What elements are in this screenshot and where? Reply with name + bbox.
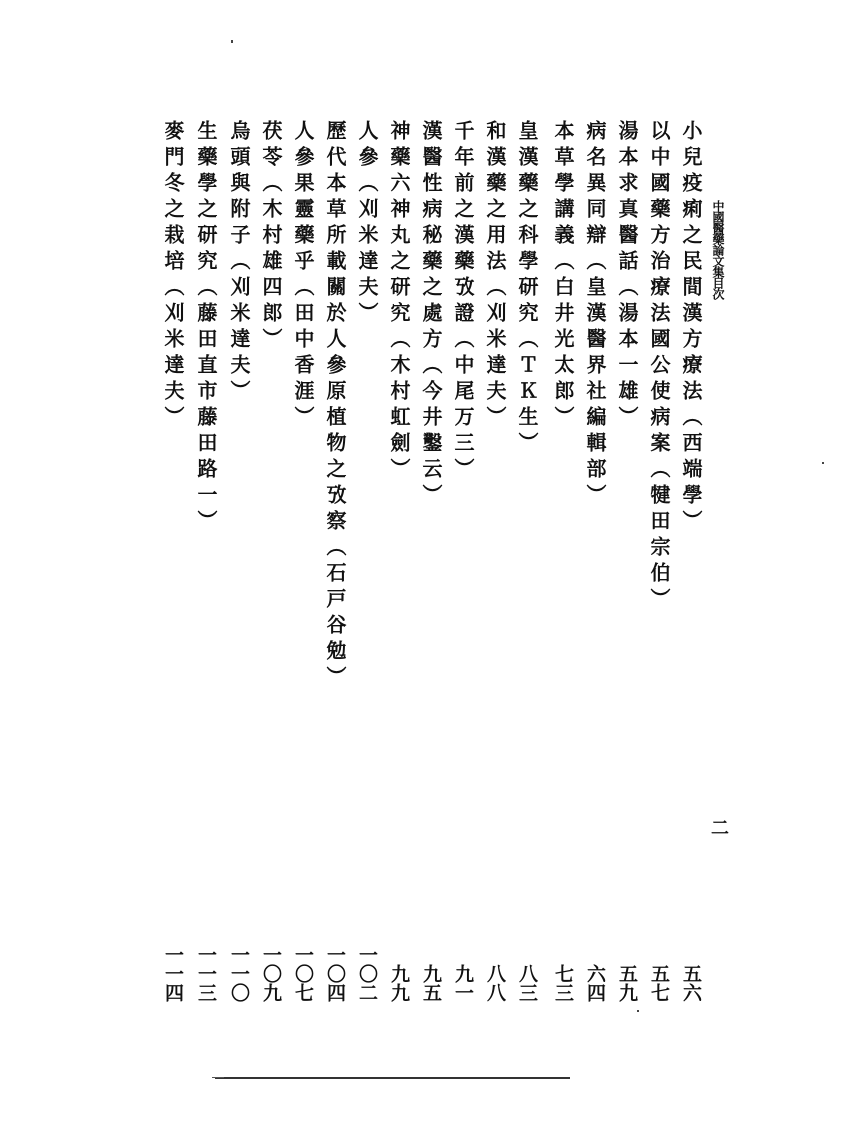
leader-dots	[459, 484, 467, 964]
entry-title-text: 生藥學之研究	[194, 120, 218, 276]
toc-entry	[482, 120, 508, 1002]
leader-dots	[687, 536, 695, 964]
entry-title-text: 湯本求真醫話	[615, 120, 639, 276]
scan-speck	[822, 462, 824, 464]
book-title-header: 中國醫藥論文集目次	[711, 200, 725, 299]
leader-dots	[395, 484, 403, 964]
scan-speck	[231, 40, 233, 43]
entry-author: （犍田宗伯）	[647, 458, 671, 614]
entry-title	[582, 120, 608, 510]
entry-title-text: 漢醫性病秘藥之處方	[419, 120, 443, 354]
leader-dots	[169, 432, 177, 945]
entry-author: （今井鑿云）	[419, 354, 443, 510]
entry-title	[514, 120, 540, 458]
entry-author: （西端學）	[679, 406, 703, 536]
toc-entry	[322, 120, 348, 1002]
entry-author: （石戸谷勉）	[323, 536, 347, 692]
entry-author: （皇漢醫界社編輯部）	[583, 250, 607, 510]
entry-author: （刈米達夫）	[355, 172, 379, 328]
entry-page-number: 八三	[516, 964, 538, 1002]
entry-title-text: 茯苓	[259, 120, 283, 172]
leader-dots	[559, 432, 567, 964]
entry-page-number: 五九	[616, 964, 638, 1002]
leader-dots	[591, 510, 599, 964]
entry-title	[386, 120, 412, 484]
entry-title-text: 皇漢藥之科學研究	[515, 120, 539, 328]
entry-title-text: 和漢藥之用法	[483, 120, 507, 276]
entry-page-number: 五六	[680, 964, 702, 1002]
entry-title-text: 歷代本草所載關於人參原植物之攷察	[323, 120, 347, 536]
entry-title	[646, 120, 672, 614]
leader-dots	[427, 510, 435, 964]
toc-entry	[450, 120, 476, 1002]
entry-title-text: 神藥六神丸之研究	[387, 120, 411, 328]
toc-entry	[386, 120, 412, 1002]
entry-title	[678, 120, 704, 536]
leader-dots	[331, 692, 339, 945]
entry-title	[614, 120, 640, 432]
entry-title	[322, 120, 348, 692]
toc-entry	[354, 120, 380, 1002]
entry-author: （湯本一雄）	[615, 276, 639, 432]
leader-dots	[363, 328, 371, 945]
leader-dots	[299, 432, 307, 945]
leader-dots	[623, 432, 631, 964]
toc-entry	[418, 120, 444, 1002]
entry-author: （田中香涯）	[291, 276, 315, 432]
entry-title	[290, 120, 316, 432]
entry-title	[550, 120, 576, 432]
entry-author: （刈米達夫）	[483, 276, 507, 432]
entry-page-number: 一一〇	[228, 945, 250, 1002]
entry-page-number: 八八	[484, 964, 506, 1002]
entry-page-number: 九五	[420, 964, 442, 1002]
entry-title-text: 千年前之漢藥攷證	[451, 120, 475, 328]
entry-author: （ＴＫ生）	[515, 328, 539, 458]
entry-page-number: 五七	[648, 964, 670, 1002]
entry-title-text: 小兒疫痢之民間漢方療法	[679, 120, 703, 406]
entry-title	[450, 120, 476, 484]
entry-page-number: 九一	[452, 964, 474, 1002]
bottom-rule-fragment	[212, 1077, 224, 1078]
entry-title	[354, 120, 380, 328]
toc-entry	[646, 120, 672, 1002]
toc-entry	[614, 120, 640, 1002]
leader-dots	[235, 406, 243, 945]
leader-dots	[267, 354, 275, 945]
leader-dots	[491, 432, 499, 964]
toc-entry	[193, 120, 219, 1002]
entry-title	[226, 120, 252, 406]
entry-page-number: 一一三	[195, 945, 217, 1002]
entry-title	[193, 120, 219, 536]
toc-entry	[550, 120, 576, 1002]
toc-entry	[678, 120, 704, 1002]
leader-dots	[202, 536, 210, 945]
entry-title	[160, 120, 186, 432]
toc-entry	[258, 120, 284, 1002]
entry-title-text: 麥門冬之栽培	[161, 120, 185, 276]
toc-entry	[226, 120, 252, 1002]
entry-author: （木村雄四郎）	[259, 172, 283, 354]
scan-speck	[637, 1010, 639, 1012]
entry-page-number: 九九	[388, 964, 410, 1002]
leader-dots	[655, 614, 663, 964]
entry-author: （刈米達夫）	[227, 250, 251, 406]
entry-author: （白井光太郎）	[551, 250, 575, 432]
entry-title-text: 人參	[355, 120, 379, 172]
entry-page-number: 一〇七	[292, 945, 314, 1002]
entry-page-number: 一〇九	[260, 945, 282, 1002]
page-number: 二	[708, 818, 729, 836]
toc-entry	[290, 120, 316, 1002]
entry-page-number: 七三	[552, 964, 574, 1002]
toc-entry	[160, 120, 186, 1002]
entry-author: （中尾万三）	[451, 328, 475, 484]
entry-page-number: 一〇四	[324, 945, 346, 1002]
toc-entry	[514, 120, 540, 1002]
entry-page-number: 一〇二	[356, 945, 378, 1002]
entry-title-text: 病名異同辯	[583, 120, 607, 250]
entry-page-number: 一一四	[162, 945, 184, 1002]
entry-title	[482, 120, 508, 432]
entry-title-text: 以中國藥方治療法國公使病案	[647, 120, 671, 458]
entry-title	[258, 120, 284, 354]
entry-author: （刈米達夫）	[161, 276, 185, 432]
entry-title-text: 烏頭與附子	[227, 120, 251, 250]
entry-title-text: 本草學講義	[551, 120, 575, 250]
entry-title	[418, 120, 444, 510]
entry-author: （木村虹劍）	[387, 328, 411, 484]
entry-page-number: 六四	[584, 964, 606, 1002]
bottom-rule	[215, 1077, 570, 1079]
leader-dots	[523, 458, 531, 964]
entry-author: （藤田直市藤田路一）	[194, 276, 218, 536]
toc-entry	[582, 120, 608, 1002]
entry-title-text: 人參果靈藥乎	[291, 120, 315, 276]
